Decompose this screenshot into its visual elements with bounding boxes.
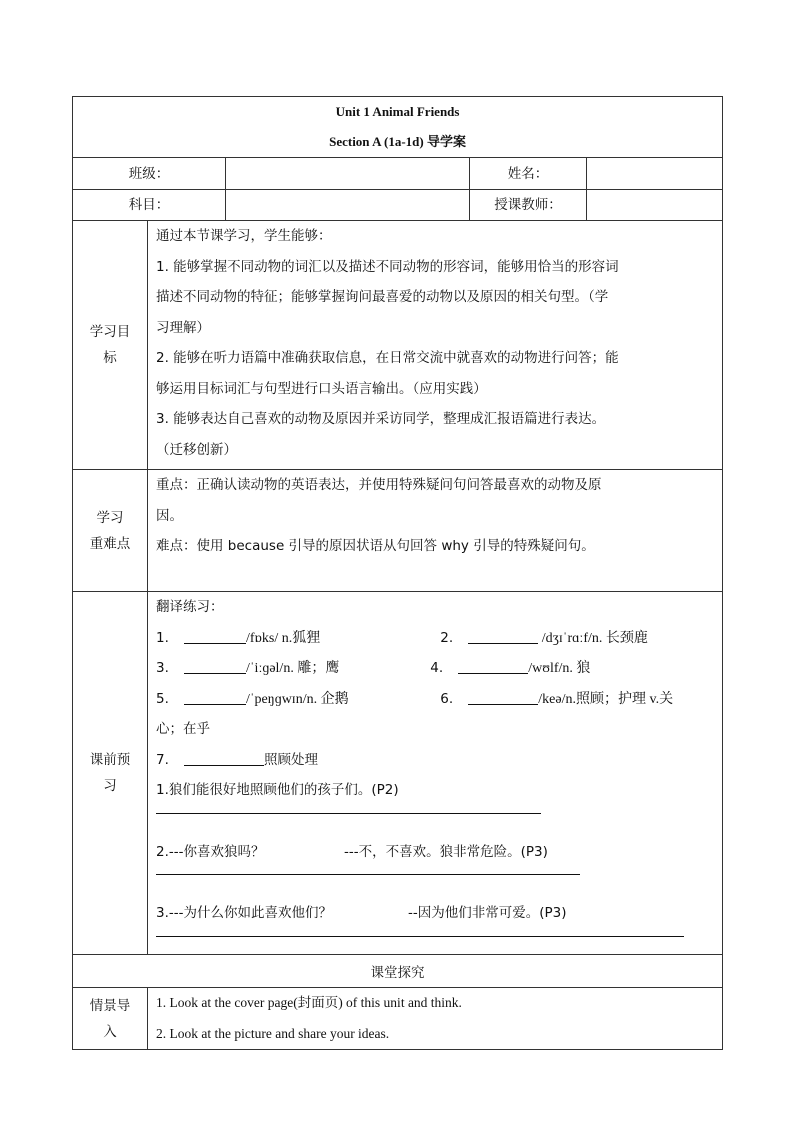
objectives-line: 2. 能够在听力语篇中准确获取信息，在日常交流中就喜欢的动物进行问答；能 [156, 350, 619, 366]
teacher-field[interactable] [587, 190, 723, 221]
answer-blank[interactable] [468, 690, 538, 705]
scenario-line: 1. Look at the cover page(封面页) of this unit and think. [156, 995, 462, 1010]
answer-blank[interactable] [458, 659, 528, 674]
objectives-line: 1. 能够掌握不同动物的词汇以及描述不同动物的形容词，能够用恰当的形容词 [156, 258, 619, 275]
explore-title: 课堂探究 [73, 955, 723, 988]
worksheet-table [72, 96, 723, 1050]
vocab-row: 3. /ˈiːɡəl/n. 雕；鹰 4. /wʊlf/n. 狼 [156, 660, 591, 676]
vocab-row: 7. 照顾处理 [156, 751, 318, 768]
objectives-line: 3. 能够表达自己喜欢的动物及原因并采访同学，整理成汇报语篇进行表达。 [156, 411, 606, 427]
vocab-row: 1. /fɒks/ n.狐狸 2. /dʒɪˈrɑːf/n. 长颈鹿 [156, 629, 648, 646]
vocab-cont: 心；在乎 [156, 721, 210, 737]
name-field[interactable] [587, 158, 723, 190]
focus-line: 重点：正确认读动物的英语表达，并使用特殊疑问句问答最喜欢的动物及原 [156, 477, 602, 493]
answer-line[interactable] [156, 812, 541, 814]
class-field[interactable] [226, 158, 470, 190]
answer-blank[interactable] [468, 629, 538, 644]
scenario-content [148, 988, 723, 1050]
answer-blank[interactable] [184, 751, 264, 766]
worksheet [72, 96, 722, 1050]
objectives-line: （迁移创新） [156, 441, 237, 458]
class-label: 班级： [73, 158, 226, 190]
preview-label: 课前预 习 [73, 592, 148, 955]
key-points-content [148, 470, 723, 592]
answer-blank[interactable] [184, 629, 246, 644]
scenario-line: 2. Look at the picture and share your ideas. [156, 1025, 390, 1041]
teacher-label: 授课教师： [470, 190, 587, 221]
sentence-1: 1.狼们能很好地照顾他们的孩子们。(P2) [156, 782, 399, 798]
objectives-line: 通过本节课学习，学生能够： [156, 228, 332, 244]
scenario-label: 情景导 入 [73, 988, 148, 1050]
subject-label: 科目： [73, 190, 226, 221]
answer-line[interactable] [156, 935, 684, 937]
unit-title: Unit 1 Animal Friends [335, 104, 460, 119]
subject-field[interactable] [226, 190, 470, 221]
answer-blank[interactable] [184, 659, 246, 674]
objectives-content [148, 221, 723, 470]
objectives-line: 习理解） [156, 319, 210, 336]
name-label: 姓名： [470, 158, 587, 190]
sentence-2: 2.---你喜欢狼吗？ ---不，不喜欢。狼非常危险。(P3) [156, 843, 548, 860]
objectives-line: 描述不同动物的特征；能够掌握询问最喜爱的动物以及原因的相关句型。（学 [156, 289, 609, 305]
title-cell [73, 97, 723, 158]
answer-blank[interactable] [184, 690, 246, 705]
vocab-row: 5. /ˈpeŋɡwɪn/n. 企鹅 6. /keə/n.照顾；护理 v.关 [156, 690, 674, 707]
objectives-label: 学习目 标 [73, 221, 148, 470]
focus-line: 因。 [156, 507, 183, 524]
objectives-line: 够运用目标词汇与句型进行口头语言输出。（应用实践） [156, 380, 487, 397]
preview-content [148, 592, 723, 955]
preview-intro: 翻译练习： [156, 599, 224, 615]
key-points-label: 学习 重难点 [73, 470, 148, 592]
sentence-3: 3.---为什么你如此喜欢他们？ --因为他们非常可爱。(P3) [156, 905, 567, 921]
difficulty-line: 难点：使用 because 引导的原因状语从句回答 why 引导的特殊疑问句。 [156, 538, 595, 554]
answer-line[interactable] [156, 873, 580, 875]
section-title: Section A (1a-1d) 导学案 [329, 134, 466, 149]
